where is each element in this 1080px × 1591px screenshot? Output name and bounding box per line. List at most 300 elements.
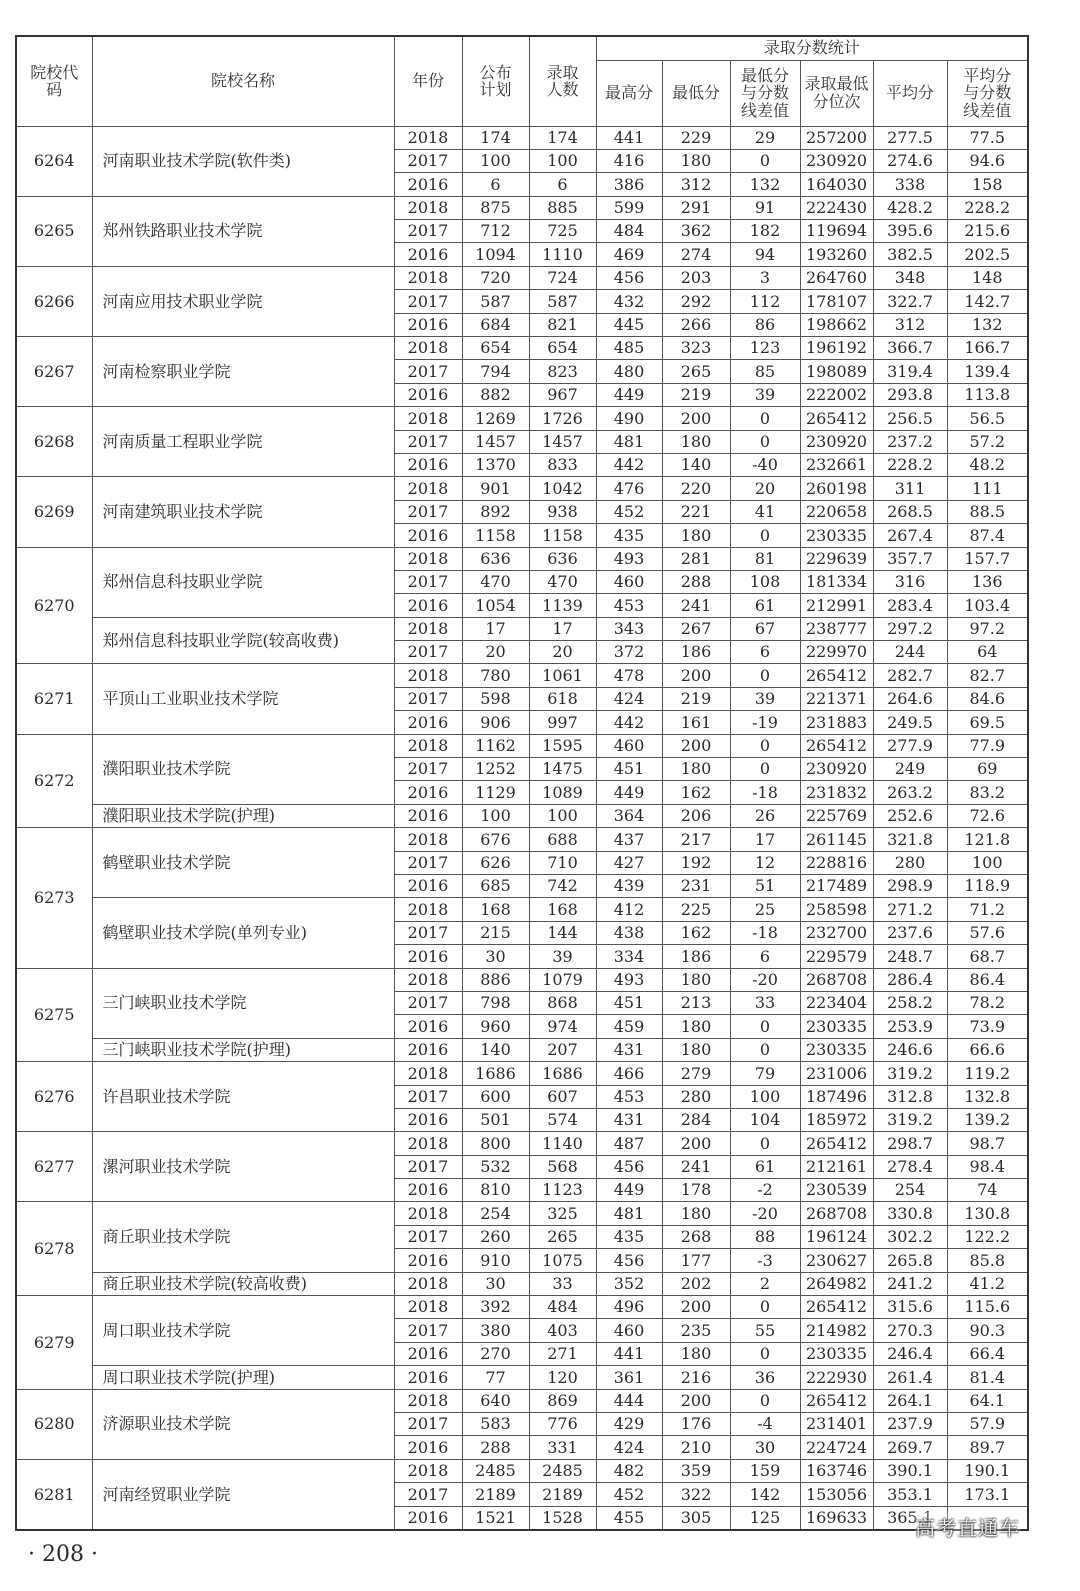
max-score-cell: 361 bbox=[596, 1366, 662, 1389]
min-rank-cell: 181334 bbox=[800, 570, 873, 593]
min-rank-cell: 164030 bbox=[800, 173, 873, 196]
school-name: 济源职业技术学院 bbox=[92, 1389, 394, 1459]
avg-diff-cell: 86.4 bbox=[947, 968, 1028, 991]
avg-diff-cell: 77.9 bbox=[947, 734, 1028, 757]
plan-cell: 260 bbox=[462, 1225, 529, 1248]
admitted-cell: 1528 bbox=[529, 1506, 596, 1530]
max-score-cell: 490 bbox=[596, 407, 662, 430]
table-row bbox=[16, 407, 1028, 430]
min-diff-cell: -20 bbox=[730, 968, 800, 991]
school-code: 6276 bbox=[16, 1062, 92, 1132]
min-diff-cell: 29 bbox=[730, 126, 800, 149]
min-rank-cell: 265412 bbox=[800, 734, 873, 757]
table-row bbox=[16, 898, 1028, 921]
max-score-cell: 372 bbox=[596, 641, 662, 664]
table-row bbox=[16, 1202, 1028, 1225]
table-row bbox=[16, 1132, 1028, 1155]
year-cell: 2017 bbox=[394, 220, 462, 243]
school-code: 6269 bbox=[16, 477, 92, 547]
admitted-cell: 17 bbox=[529, 617, 596, 640]
min-diff-cell: 0 bbox=[730, 1132, 800, 1155]
avg-diff-cell: 158 bbox=[947, 173, 1028, 196]
avg-score-cell: 382.5 bbox=[873, 243, 947, 266]
min-score-cell: 180 bbox=[662, 1038, 730, 1061]
table-row bbox=[16, 828, 1028, 851]
admitted-cell: 618 bbox=[529, 687, 596, 710]
year-cell: 2017 bbox=[394, 1319, 462, 1342]
plan-cell: 654 bbox=[462, 337, 529, 360]
max-score-cell: 484 bbox=[596, 220, 662, 243]
max-score-cell: 431 bbox=[596, 1108, 662, 1131]
min-diff-cell: 100 bbox=[730, 1085, 800, 1108]
admitted-cell: 587 bbox=[529, 290, 596, 313]
max-score-cell: 435 bbox=[596, 1225, 662, 1248]
avg-score-cell: 249.5 bbox=[873, 711, 947, 734]
year-cell: 2016 bbox=[394, 1366, 462, 1389]
avg-diff-cell: 87.4 bbox=[947, 524, 1028, 547]
min-diff-cell: 142 bbox=[730, 1483, 800, 1506]
plan-cell: 380 bbox=[462, 1319, 529, 1342]
avg-diff-cell: 57.9 bbox=[947, 1412, 1028, 1435]
avg-diff-cell: 94.6 bbox=[947, 149, 1028, 172]
plan-cell: 2189 bbox=[462, 1483, 529, 1506]
min-diff-cell: 0 bbox=[730, 430, 800, 453]
year-cell: 2018 bbox=[394, 266, 462, 289]
avg-score-cell: 319.2 bbox=[873, 1062, 947, 1085]
year-cell: 2018 bbox=[394, 407, 462, 430]
school-name: 郑州信息科技职业学院 bbox=[92, 547, 394, 617]
admitted-cell: 1158 bbox=[529, 524, 596, 547]
avg-diff-cell: 81.4 bbox=[947, 1366, 1028, 1389]
avg-diff-cell: 132 bbox=[947, 313, 1028, 336]
min-score-cell: 186 bbox=[662, 641, 730, 664]
avg-diff-cell: 41.2 bbox=[947, 1272, 1028, 1295]
avg-score-cell: 298.7 bbox=[873, 1132, 947, 1155]
admitted-cell: 724 bbox=[529, 266, 596, 289]
school-name: 三门峡职业技术学院 bbox=[92, 968, 394, 1038]
min-rank-cell: 163746 bbox=[800, 1459, 873, 1482]
avg-score-cell: 244 bbox=[873, 641, 947, 664]
avg-score-cell: 258.2 bbox=[873, 991, 947, 1014]
header-year: 年份 bbox=[394, 36, 462, 126]
plan-cell: 960 bbox=[462, 1015, 529, 1038]
admitted-cell: 776 bbox=[529, 1412, 596, 1435]
avg-diff-cell: 132.8 bbox=[947, 1085, 1028, 1108]
avg-diff-cell: 64.1 bbox=[947, 1389, 1028, 1412]
min-rank-cell: 221371 bbox=[800, 687, 873, 710]
admitted-cell: 938 bbox=[529, 500, 596, 523]
page-number: · 208 · bbox=[28, 1542, 98, 1567]
year-cell: 2018 bbox=[394, 617, 462, 640]
min-score-cell: 140 bbox=[662, 453, 730, 476]
admitted-cell: 1079 bbox=[529, 968, 596, 991]
min-rank-cell: 229639 bbox=[800, 547, 873, 570]
min-score-cell: 200 bbox=[662, 664, 730, 687]
school-name: 漯河职业技术学院 bbox=[92, 1132, 394, 1202]
avg-score-cell: 237.6 bbox=[873, 921, 947, 944]
plan-cell: 583 bbox=[462, 1412, 529, 1435]
min-rank-cell: 228816 bbox=[800, 851, 873, 874]
plan-cell: 168 bbox=[462, 898, 529, 921]
plan-cell: 636 bbox=[462, 547, 529, 570]
min-diff-cell: 61 bbox=[730, 1155, 800, 1178]
min-rank-cell: 196192 bbox=[800, 337, 873, 360]
max-score-cell: 449 bbox=[596, 383, 662, 406]
min-diff-cell: 36 bbox=[730, 1366, 800, 1389]
year-cell: 2016 bbox=[394, 1506, 462, 1530]
table-row bbox=[16, 1062, 1028, 1085]
max-score-cell: 460 bbox=[596, 570, 662, 593]
min-score-cell: 284 bbox=[662, 1108, 730, 1131]
plan-cell: 640 bbox=[462, 1389, 529, 1412]
avg-score-cell: 277.5 bbox=[873, 126, 947, 149]
avg-score-cell: 270.3 bbox=[873, 1319, 947, 1342]
year-cell: 2018 bbox=[394, 1389, 462, 1412]
admitted-cell: 710 bbox=[529, 851, 596, 874]
avg-diff-cell: 190.1 bbox=[947, 1459, 1028, 1482]
plan-cell: 712 bbox=[462, 220, 529, 243]
max-score-cell: 452 bbox=[596, 1483, 662, 1506]
header-stats-group: 录取分数统计 bbox=[596, 36, 1028, 60]
avg-score-cell: 390.1 bbox=[873, 1459, 947, 1482]
avg-diff-cell: 173.1 bbox=[947, 1483, 1028, 1506]
max-score-cell: 599 bbox=[596, 196, 662, 219]
min-rank-cell: 232661 bbox=[800, 453, 873, 476]
school-name: 河南建筑职业技术学院 bbox=[92, 477, 394, 547]
min-score-cell: 241 bbox=[662, 1155, 730, 1178]
admitted-cell: 1475 bbox=[529, 758, 596, 781]
admitted-cell: 144 bbox=[529, 921, 596, 944]
avg-diff-cell: 139.2 bbox=[947, 1108, 1028, 1131]
max-score-cell: 453 bbox=[596, 594, 662, 617]
min-score-cell: 200 bbox=[662, 734, 730, 757]
plan-cell: 1054 bbox=[462, 594, 529, 617]
avg-diff-cell: 56.5 bbox=[947, 407, 1028, 430]
min-score-cell: 200 bbox=[662, 1296, 730, 1319]
school-code: 6275 bbox=[16, 968, 92, 1062]
max-score-cell: 476 bbox=[596, 477, 662, 500]
min-rank-cell: 212991 bbox=[800, 594, 873, 617]
avg-diff-cell: 166.7 bbox=[947, 337, 1028, 360]
avg-diff-cell: 97.2 bbox=[947, 617, 1028, 640]
plan-cell: 720 bbox=[462, 266, 529, 289]
plan-cell: 598 bbox=[462, 687, 529, 710]
min-score-cell: 216 bbox=[662, 1366, 730, 1389]
avg-diff-cell: 69.5 bbox=[947, 711, 1028, 734]
min-rank-cell: 198662 bbox=[800, 313, 873, 336]
avg-score-cell: 293.8 bbox=[873, 383, 947, 406]
avg-score-cell: 353.1 bbox=[873, 1483, 947, 1506]
avg-score-cell: 366.7 bbox=[873, 337, 947, 360]
admitted-cell: 725 bbox=[529, 220, 596, 243]
school-name: 周口职业技术学院(护理) bbox=[92, 1366, 394, 1389]
year-cell: 2017 bbox=[394, 1412, 462, 1435]
min-score-cell: 180 bbox=[662, 524, 730, 547]
table-row bbox=[16, 664, 1028, 687]
table-row bbox=[16, 617, 1028, 640]
min-rank-cell: 193260 bbox=[800, 243, 873, 266]
min-diff-cell: 0 bbox=[730, 1038, 800, 1061]
min-diff-cell: 67 bbox=[730, 617, 800, 640]
min-rank-cell: 260198 bbox=[800, 477, 873, 500]
avg-diff-cell: 89.7 bbox=[947, 1436, 1028, 1459]
min-diff-cell: 182 bbox=[730, 220, 800, 243]
max-score-cell: 451 bbox=[596, 991, 662, 1014]
avg-diff-cell: 148 bbox=[947, 266, 1028, 289]
min-diff-cell: 123 bbox=[730, 337, 800, 360]
min-rank-cell: 224724 bbox=[800, 1436, 873, 1459]
admitted-cell: 869 bbox=[529, 1389, 596, 1412]
min-diff-cell: 94 bbox=[730, 243, 800, 266]
plan-cell: 892 bbox=[462, 500, 529, 523]
plan-cell: 392 bbox=[462, 1296, 529, 1319]
plan-cell: 1269 bbox=[462, 407, 529, 430]
max-score-cell: 466 bbox=[596, 1062, 662, 1085]
min-diff-cell: 91 bbox=[730, 196, 800, 219]
plan-cell: 140 bbox=[462, 1038, 529, 1061]
max-score-cell: 424 bbox=[596, 687, 662, 710]
avg-score-cell: 237.2 bbox=[873, 430, 947, 453]
min-score-cell: 180 bbox=[662, 968, 730, 991]
min-rank-cell: 268708 bbox=[800, 968, 873, 991]
school-code: 6270 bbox=[16, 547, 92, 664]
avg-diff-cell: 66.6 bbox=[947, 1038, 1028, 1061]
min-score-cell: 210 bbox=[662, 1436, 730, 1459]
min-diff-cell: 88 bbox=[730, 1225, 800, 1248]
avg-score-cell: 263.2 bbox=[873, 781, 947, 804]
year-cell: 2017 bbox=[394, 991, 462, 1014]
admitted-cell: 607 bbox=[529, 1085, 596, 1108]
year-cell: 2016 bbox=[394, 711, 462, 734]
school-name: 平顶山工业职业技术学院 bbox=[92, 664, 394, 734]
year-cell: 2017 bbox=[394, 430, 462, 453]
watermark: 高考直通车 bbox=[915, 1512, 1020, 1541]
min-diff-cell: 0 bbox=[730, 734, 800, 757]
plan-cell: 626 bbox=[462, 851, 529, 874]
admitted-cell: 1089 bbox=[529, 781, 596, 804]
avg-score-cell: 277.9 bbox=[873, 734, 947, 757]
min-score-cell: 267 bbox=[662, 617, 730, 640]
min-rank-cell: 265412 bbox=[800, 664, 873, 687]
year-cell: 2017 bbox=[394, 290, 462, 313]
min-score-cell: 180 bbox=[662, 1202, 730, 1225]
avg-diff-cell: 82.7 bbox=[947, 664, 1028, 687]
min-diff-cell: 0 bbox=[730, 1015, 800, 1038]
min-rank-cell: 217489 bbox=[800, 875, 873, 898]
header-min-diff: 最低分与分数线差值 bbox=[730, 60, 800, 126]
avg-diff-cell: 69 bbox=[947, 758, 1028, 781]
avg-diff-cell: 98.7 bbox=[947, 1132, 1028, 1155]
admitted-cell: 1457 bbox=[529, 430, 596, 453]
school-code: 6267 bbox=[16, 337, 92, 407]
year-cell: 2016 bbox=[394, 1179, 462, 1202]
min-score-cell: 220 bbox=[662, 477, 730, 500]
year-cell: 2016 bbox=[394, 804, 462, 827]
admitted-cell: 1595 bbox=[529, 734, 596, 757]
year-cell: 2018 bbox=[394, 337, 462, 360]
min-score-cell: 180 bbox=[662, 758, 730, 781]
plan-cell: 886 bbox=[462, 968, 529, 991]
avg-diff-cell: 113.8 bbox=[947, 383, 1028, 406]
avg-score-cell: 322.7 bbox=[873, 290, 947, 313]
avg-diff-cell: 130.8 bbox=[947, 1202, 1028, 1225]
min-score-cell: 203 bbox=[662, 266, 730, 289]
avg-diff-cell: 57.2 bbox=[947, 430, 1028, 453]
max-score-cell: 432 bbox=[596, 290, 662, 313]
header-min-rank: 录取最低分位次 bbox=[800, 60, 873, 126]
plan-cell: 288 bbox=[462, 1436, 529, 1459]
admitted-cell: 2189 bbox=[529, 1483, 596, 1506]
avg-score-cell: 321.8 bbox=[873, 828, 947, 851]
year-cell: 2018 bbox=[394, 477, 462, 500]
max-score-cell: 435 bbox=[596, 524, 662, 547]
min-diff-cell: 0 bbox=[730, 664, 800, 687]
min-score-cell: 323 bbox=[662, 337, 730, 360]
admitted-cell: 568 bbox=[529, 1155, 596, 1178]
year-cell: 2017 bbox=[394, 360, 462, 383]
min-score-cell: 219 bbox=[662, 383, 730, 406]
admitted-cell: 636 bbox=[529, 547, 596, 570]
year-cell: 2018 bbox=[394, 1062, 462, 1085]
max-score-cell: 445 bbox=[596, 313, 662, 336]
table-row bbox=[16, 196, 1028, 219]
admitted-cell: 1686 bbox=[529, 1062, 596, 1085]
admitted-cell: 100 bbox=[529, 149, 596, 172]
avg-score-cell: 280 bbox=[873, 851, 947, 874]
school-code: 6266 bbox=[16, 266, 92, 336]
year-cell: 2016 bbox=[394, 313, 462, 336]
max-score-cell: 487 bbox=[596, 1132, 662, 1155]
max-score-cell: 482 bbox=[596, 1459, 662, 1482]
year-cell: 2017 bbox=[394, 1085, 462, 1108]
plan-cell: 780 bbox=[462, 664, 529, 687]
avg-diff-cell: 73.9 bbox=[947, 1015, 1028, 1038]
min-score-cell: 280 bbox=[662, 1085, 730, 1108]
min-score-cell: 279 bbox=[662, 1062, 730, 1085]
min-diff-cell: 79 bbox=[730, 1062, 800, 1085]
header-name: 院校名称 bbox=[92, 36, 394, 126]
min-diff-cell: -20 bbox=[730, 1202, 800, 1225]
year-cell: 2016 bbox=[394, 1342, 462, 1365]
min-diff-cell: 0 bbox=[730, 758, 800, 781]
avg-score-cell: 298.9 bbox=[873, 875, 947, 898]
min-diff-cell: 30 bbox=[730, 1436, 800, 1459]
max-score-cell: 449 bbox=[596, 1179, 662, 1202]
min-diff-cell: 51 bbox=[730, 875, 800, 898]
table-row bbox=[16, 266, 1028, 289]
avg-score-cell: 315.6 bbox=[873, 1296, 947, 1319]
table-row bbox=[16, 804, 1028, 827]
min-diff-cell: 159 bbox=[730, 1459, 800, 1482]
year-cell: 2017 bbox=[394, 921, 462, 944]
table-row bbox=[16, 1038, 1028, 1061]
avg-diff-cell: 74 bbox=[947, 1179, 1028, 1202]
min-diff-cell: 125 bbox=[730, 1506, 800, 1530]
year-cell: 2017 bbox=[394, 641, 462, 664]
avg-diff-cell: 118.9 bbox=[947, 875, 1028, 898]
min-score-cell: 305 bbox=[662, 1506, 730, 1530]
min-score-cell: 180 bbox=[662, 430, 730, 453]
plan-cell: 875 bbox=[462, 196, 529, 219]
avg-score-cell: 330.8 bbox=[873, 1202, 947, 1225]
school-name: 商丘职业技术学院(较高收费) bbox=[92, 1272, 394, 1295]
max-score-cell: 416 bbox=[596, 149, 662, 172]
avg-score-cell: 248.7 bbox=[873, 945, 947, 968]
avg-score-cell: 286.4 bbox=[873, 968, 947, 991]
school-code: 6272 bbox=[16, 734, 92, 828]
school-name: 濮阳职业技术学院 bbox=[92, 734, 394, 804]
min-rank-cell: 229579 bbox=[800, 945, 873, 968]
min-diff-cell: 33 bbox=[730, 991, 800, 1014]
admitted-cell: 403 bbox=[529, 1319, 596, 1342]
min-diff-cell: 17 bbox=[730, 828, 800, 851]
min-rank-cell: 230920 bbox=[800, 430, 873, 453]
min-rank-cell: 261145 bbox=[800, 828, 873, 851]
table-row bbox=[16, 337, 1028, 360]
avg-score-cell: 256.5 bbox=[873, 407, 947, 430]
max-score-cell: 455 bbox=[596, 1506, 662, 1530]
year-cell: 2016 bbox=[394, 173, 462, 196]
max-score-cell: 456 bbox=[596, 1249, 662, 1272]
table-row bbox=[16, 547, 1028, 570]
max-score-cell: 334 bbox=[596, 945, 662, 968]
min-diff-cell: 55 bbox=[730, 1319, 800, 1342]
min-score-cell: 206 bbox=[662, 804, 730, 827]
min-score-cell: 180 bbox=[662, 1342, 730, 1365]
year-cell: 2018 bbox=[394, 1272, 462, 1295]
avg-diff-cell: 98.4 bbox=[947, 1155, 1028, 1178]
min-score-cell: 281 bbox=[662, 547, 730, 570]
admitted-cell: 1061 bbox=[529, 664, 596, 687]
year-cell: 2018 bbox=[394, 664, 462, 687]
min-rank-cell: 230335 bbox=[800, 524, 873, 547]
max-score-cell: 439 bbox=[596, 875, 662, 898]
year-cell: 2018 bbox=[394, 968, 462, 991]
year-cell: 2017 bbox=[394, 1225, 462, 1248]
min-rank-cell: 222930 bbox=[800, 1366, 873, 1389]
max-score-cell: 427 bbox=[596, 851, 662, 874]
school-code: 6264 bbox=[16, 126, 92, 196]
year-cell: 2016 bbox=[394, 453, 462, 476]
avg-score-cell: 264.1 bbox=[873, 1389, 947, 1412]
min-rank-cell: 178107 bbox=[800, 290, 873, 313]
plan-cell: 501 bbox=[462, 1108, 529, 1131]
plan-cell: 17 bbox=[462, 617, 529, 640]
school-name: 河南职业技术学院(软件类) bbox=[92, 126, 394, 196]
admitted-cell: 1123 bbox=[529, 1179, 596, 1202]
year-cell: 2017 bbox=[394, 570, 462, 593]
school-code: 6273 bbox=[16, 828, 92, 968]
plan-cell: 470 bbox=[462, 570, 529, 593]
avg-diff-cell: 48.2 bbox=[947, 453, 1028, 476]
avg-diff-cell: 215.6 bbox=[947, 220, 1028, 243]
min-diff-cell: 41 bbox=[730, 500, 800, 523]
min-rank-cell: 257200 bbox=[800, 126, 873, 149]
min-rank-cell: 119694 bbox=[800, 220, 873, 243]
avg-score-cell: 302.2 bbox=[873, 1225, 947, 1248]
min-rank-cell: 198089 bbox=[800, 360, 873, 383]
min-diff-cell: 2 bbox=[730, 1272, 800, 1295]
max-score-cell: 478 bbox=[596, 664, 662, 687]
table-row bbox=[16, 126, 1028, 149]
admitted-cell: 470 bbox=[529, 570, 596, 593]
school-name: 河南质量工程职业学院 bbox=[92, 407, 394, 477]
plan-cell: 1457 bbox=[462, 430, 529, 453]
plan-cell: 1158 bbox=[462, 524, 529, 547]
max-score-cell: 386 bbox=[596, 173, 662, 196]
plan-cell: 906 bbox=[462, 711, 529, 734]
plan-cell: 676 bbox=[462, 828, 529, 851]
